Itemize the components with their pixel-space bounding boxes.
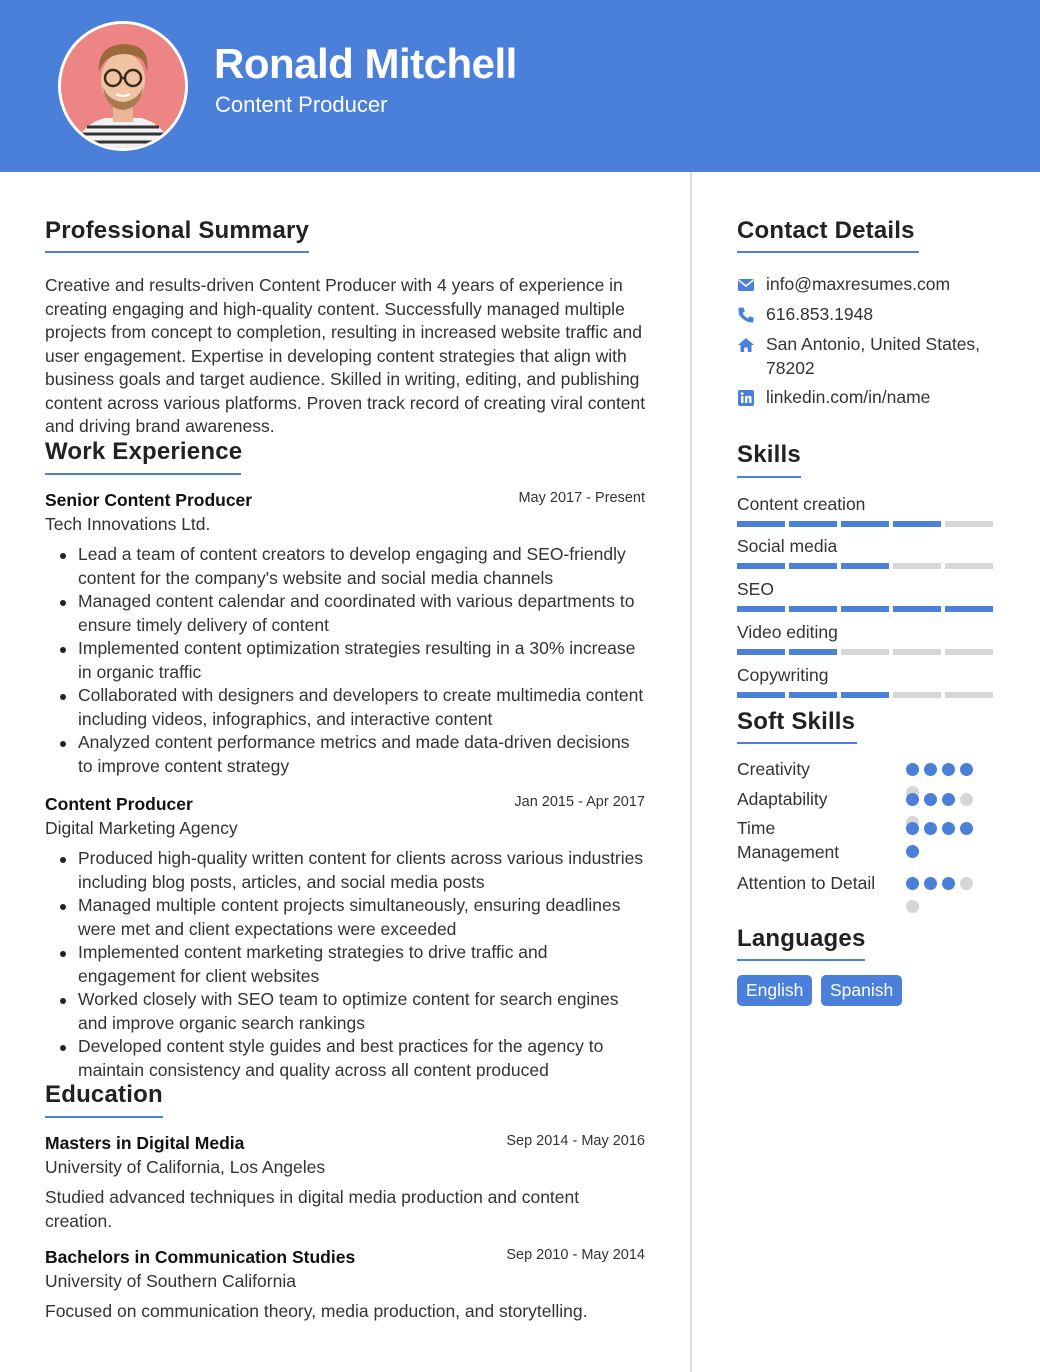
skill-segment bbox=[737, 649, 785, 655]
candidate-name: Ronald Mitchell bbox=[214, 40, 517, 87]
education-entry bbox=[45, 1133, 645, 1233]
education-date: Sep 2014 - May 2016 bbox=[506, 1133, 645, 1149]
skill-segment bbox=[893, 649, 941, 655]
soft-skill-label: Creativity bbox=[737, 759, 810, 779]
rating-dot bbox=[924, 763, 937, 776]
rating-dot bbox=[906, 822, 919, 835]
education-description: Studied advanced techniques in digital media production and content creation. bbox=[45, 1187, 580, 1231]
job-bullets bbox=[45, 847, 645, 1082]
section-underline bbox=[45, 251, 309, 253]
school-name: University of California, Los Angeles bbox=[45, 1157, 326, 1177]
section-underline bbox=[737, 251, 919, 253]
section-underline bbox=[45, 1116, 163, 1118]
skill-segment bbox=[893, 563, 941, 569]
skill-item bbox=[737, 622, 993, 643]
job-bullets bbox=[45, 543, 645, 778]
bullet-item: Produced high-quality written content for clients across various industries including blog posts, articles, and social media posts bbox=[45, 847, 645, 894]
skill-segment bbox=[841, 606, 889, 612]
rating-dot bbox=[924, 793, 937, 806]
skill-segment bbox=[789, 692, 837, 698]
phone-icon bbox=[737, 306, 755, 324]
skill-segment bbox=[945, 521, 993, 527]
skill-label: Social media bbox=[737, 536, 838, 556]
skill-bar bbox=[737, 563, 993, 569]
profile-photo bbox=[61, 24, 185, 148]
rating-dot bbox=[960, 822, 973, 835]
skill-segment bbox=[737, 563, 785, 569]
skill-segment bbox=[789, 649, 837, 655]
skill-item bbox=[737, 579, 993, 600]
section-title-work: Work Experience bbox=[45, 438, 243, 465]
bullet-item: Collaborated with designers and developers to create multimedia content including videos, infographics, and interactive content bbox=[45, 684, 645, 731]
skill-label: SEO bbox=[737, 579, 774, 599]
home-icon bbox=[737, 336, 755, 354]
soft-skill-item bbox=[737, 817, 987, 864]
section-title-education: Education bbox=[45, 1081, 163, 1108]
soft-skill-label: Time Management bbox=[737, 818, 840, 862]
job-title: Senior Content Producer bbox=[45, 490, 253, 510]
section-title-skills: Skills bbox=[737, 441, 801, 468]
skill-segment bbox=[841, 563, 889, 569]
soft-skill-item bbox=[737, 872, 987, 896]
phone-text: 616.853.1948 bbox=[766, 304, 874, 324]
skill-label: Copywriting bbox=[737, 665, 829, 685]
skill-segment bbox=[789, 563, 837, 569]
job-date: Jan 2015 - Apr 2017 bbox=[514, 794, 645, 810]
skill-item bbox=[737, 665, 993, 686]
rating-dot bbox=[942, 763, 955, 776]
degree-title: Bachelors in Communication Studies bbox=[45, 1247, 356, 1267]
soft-skill-item bbox=[737, 758, 987, 782]
job-company: Tech Innovations Ltd. bbox=[45, 514, 211, 534]
rating-dot bbox=[906, 877, 919, 890]
skill-segment bbox=[893, 521, 941, 527]
skill-segment bbox=[841, 649, 889, 655]
soft-skill-label: Adaptability bbox=[737, 789, 828, 809]
soft-skill-item bbox=[737, 788, 987, 812]
bullet-item: Implemented content marketing strategies to drive traffic and engagement for client websites bbox=[45, 941, 645, 988]
rating-dot bbox=[960, 877, 973, 890]
rating-dot bbox=[924, 877, 937, 890]
rating-dot bbox=[924, 822, 937, 835]
summary-text: Creative and results-driven Content Producer with 4 years of experience in creating engaging and high-quality content. Successfully managed multiple projects from concept to completion, resulting in increased website traffic and user engagement. Expertise in developing content strategies that align with business goals and target audience. Skilled in writing, editing, and publishing content across various platforms. Proven track record of creating viral content and driving brand awareness. bbox=[45, 275, 646, 436]
section-title-contact: Contact Details bbox=[737, 217, 915, 244]
bullet-item: Developed content style guides and best practices for the agency to maintain consistency and quality across all content produced bbox=[45, 1035, 645, 1082]
candidate-role: Content Producer bbox=[215, 92, 388, 117]
soft-skill-label: Attention to Detail bbox=[737, 873, 876, 893]
skill-segment bbox=[893, 606, 941, 612]
skill-bar bbox=[737, 521, 993, 527]
email-text: info@maxresumes.com bbox=[766, 274, 951, 294]
skill-segment bbox=[893, 692, 941, 698]
bullet-item: Worked closely with SEO team to optimize content for search engines and improve organic search rankings bbox=[45, 988, 645, 1035]
envelope-icon bbox=[737, 276, 755, 294]
rating-dot bbox=[942, 793, 955, 806]
rating-dot bbox=[906, 793, 919, 806]
section-title-summary: Professional Summary bbox=[45, 217, 310, 244]
avatar bbox=[58, 21, 188, 151]
section-title-languages: Languages bbox=[737, 925, 866, 952]
section-underline bbox=[737, 742, 857, 744]
skill-segment bbox=[737, 521, 785, 527]
rating-dot bbox=[942, 877, 955, 890]
skill-item bbox=[737, 494, 993, 515]
bullet-item: Managed content calendar and coordinated with various departments to ensure timely delivery of content bbox=[45, 590, 645, 637]
skill-bar bbox=[737, 692, 993, 698]
job-company: Digital Marketing Agency bbox=[45, 818, 238, 838]
job-entry bbox=[45, 490, 645, 778]
education-description: Focused on communication theory, media production, and storytelling. bbox=[45, 1301, 588, 1321]
rating-dot bbox=[960, 793, 973, 806]
linkedin-text: linkedin.com/in/name bbox=[766, 387, 931, 407]
skill-item bbox=[737, 536, 993, 557]
skill-label: Content creation bbox=[737, 494, 866, 514]
linkedin-icon bbox=[737, 389, 755, 407]
bullet-item: Analyzed content performance metrics and made data-driven decisions to improve content strategy bbox=[45, 731, 645, 778]
skill-segment bbox=[789, 606, 837, 612]
skill-segment bbox=[945, 563, 993, 569]
job-title: Content Producer bbox=[45, 794, 193, 814]
address-text: San Antonio, United States, 78202 bbox=[766, 334, 981, 378]
skill-bar bbox=[737, 606, 993, 612]
skill-segment bbox=[945, 649, 993, 655]
skill-segment bbox=[841, 692, 889, 698]
job-date: May 2017 - Present bbox=[518, 490, 645, 506]
skill-segment bbox=[945, 692, 993, 698]
rating-dot bbox=[906, 763, 919, 776]
skill-segment bbox=[737, 692, 785, 698]
section-title-soft-skills: Soft Skills bbox=[737, 708, 856, 735]
column-divider bbox=[690, 172, 692, 1372]
job-entry bbox=[45, 794, 645, 1082]
section-underline bbox=[737, 959, 865, 961]
skill-label: Video editing bbox=[737, 622, 838, 642]
header-banner bbox=[0, 0, 1040, 172]
language-tag-english: English bbox=[737, 975, 812, 1006]
rating-dot bbox=[960, 763, 973, 776]
language-tag-spanish: Spanish bbox=[821, 975, 902, 1006]
skill-segment bbox=[945, 606, 993, 612]
section-underline bbox=[737, 476, 801, 478]
skill-segment bbox=[789, 521, 837, 527]
section-underline bbox=[45, 473, 241, 475]
rating-dot bbox=[942, 822, 955, 835]
bullet-item: Managed multiple content projects simultaneously, ensuring deadlines were met and client expectations were exceeded bbox=[45, 894, 645, 941]
rating-dot bbox=[906, 845, 919, 858]
bullet-item: Lead a team of content creators to develop engaging and SEO-friendly content for the company's website and social media channels bbox=[45, 543, 645, 590]
bullet-item: Implemented content optimization strategies resulting in a 30% increase in organic traffic bbox=[45, 637, 645, 684]
rating-dot bbox=[906, 900, 919, 913]
education-entry bbox=[45, 1247, 645, 1323]
degree-title: Masters in Digital Media bbox=[45, 1133, 245, 1153]
skill-segment bbox=[737, 606, 785, 612]
skill-bar bbox=[737, 649, 993, 655]
skill-segment bbox=[841, 521, 889, 527]
school-name: University of Southern California bbox=[45, 1271, 296, 1291]
education-date: Sep 2010 - May 2014 bbox=[506, 1247, 645, 1263]
